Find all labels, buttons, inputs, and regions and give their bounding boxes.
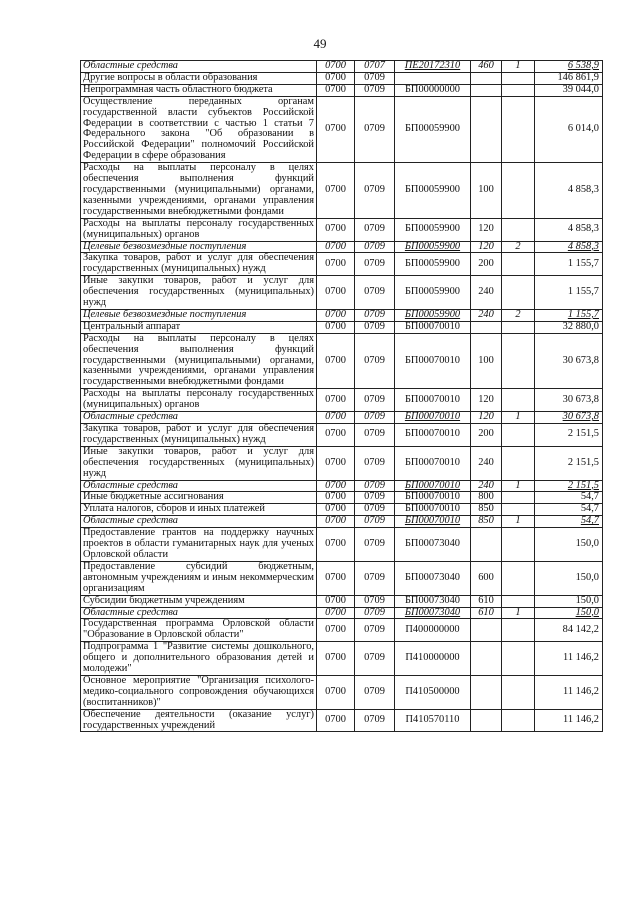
cell-target-item: БП00070010 [395, 480, 471, 492]
table-row [81, 218, 603, 241]
cell-funding-source [502, 528, 535, 562]
cell-subsection: 0709 [355, 504, 395, 516]
cell-amount: 11 146,2 [535, 709, 603, 732]
cell-expense-type [471, 709, 502, 732]
table-row [81, 446, 603, 480]
cell-amount: 150,0 [535, 595, 603, 607]
cell-expense-type: 610 [471, 607, 502, 619]
table-row [81, 528, 603, 562]
cell-funding-source: 1 [502, 516, 535, 528]
cell-section: 0700 [317, 96, 355, 162]
cell-amount: 150,0 [535, 561, 603, 595]
cell-expense-type: 460 [471, 61, 502, 73]
table-row [81, 276, 603, 310]
cell-subsection: 0709 [355, 561, 395, 595]
cell-name: Осуществление переданных органам государственной власти субъектов Российской Федерации в соответствии с частью 1 статьи 7 Федерального закона "Об образовании в Российской Федерации" полномочий Российской Федерации в сфере образования [81, 96, 317, 162]
table-row [81, 561, 603, 595]
cell-amount: 4 858,3 [535, 218, 603, 241]
cell-subsection: 0709 [355, 642, 395, 676]
cell-subsection: 0709 [355, 675, 395, 709]
cell-funding-source: 1 [502, 480, 535, 492]
cell-subsection: 0709 [355, 412, 395, 424]
cell-target-item: БП00000000 [395, 84, 471, 96]
cell-amount: 4 858,3 [535, 241, 603, 253]
cell-name: Областные средства [81, 412, 317, 424]
cell-name: Областные средства [81, 607, 317, 619]
cell-section: 0700 [317, 480, 355, 492]
cell-amount: 54,7 [535, 504, 603, 516]
table-row [81, 241, 603, 253]
cell-section: 0700 [317, 619, 355, 642]
cell-target-item: БП00070010 [395, 424, 471, 447]
cell-name: Иные закупки товаров, работ и услуг для обеспечения государственных (муниципальных) нужд [81, 446, 317, 480]
cell-subsection: 0709 [355, 492, 395, 504]
cell-funding-source [502, 642, 535, 676]
cell-amount: 1 155,7 [535, 276, 603, 310]
cell-amount: 30 673,8 [535, 412, 603, 424]
cell-target-item: П410500000 [395, 675, 471, 709]
cell-funding-source [502, 72, 535, 84]
cell-target-item: П410000000 [395, 642, 471, 676]
cell-amount: 54,7 [535, 492, 603, 504]
cell-target-item: БП00070010 [395, 412, 471, 424]
cell-target-item: БП00059900 [395, 218, 471, 241]
cell-section: 0700 [317, 72, 355, 84]
cell-expense-type: 120 [471, 241, 502, 253]
cell-expense-type: 240 [471, 309, 502, 321]
cell-amount: 30 673,8 [535, 389, 603, 412]
cell-section: 0700 [317, 424, 355, 447]
cell-amount: 32 880,0 [535, 321, 603, 333]
cell-section: 0700 [317, 276, 355, 310]
cell-target-item: БП00059900 [395, 309, 471, 321]
cell-subsection: 0709 [355, 709, 395, 732]
cell-subsection: 0709 [355, 309, 395, 321]
cell-funding-source [502, 504, 535, 516]
cell-name: Расходы на выплаты персоналу в целях обеспечения выполнения функций государственными (муниципальными) органами, казенными учреждениями, органами управления государственными внебюджетными фондами [81, 163, 317, 219]
cell-funding-source [502, 709, 535, 732]
cell-expense-type [471, 528, 502, 562]
cell-section: 0700 [317, 309, 355, 321]
table-row [81, 480, 603, 492]
table-row [81, 675, 603, 709]
cell-section: 0700 [317, 504, 355, 516]
table-row [81, 321, 603, 333]
cell-amount: 84 142,2 [535, 619, 603, 642]
cell-expense-type [471, 96, 502, 162]
cell-amount: 150,0 [535, 528, 603, 562]
cell-amount: 2 151,5 [535, 446, 603, 480]
table-row [81, 253, 603, 276]
cell-target-item: БП00059900 [395, 241, 471, 253]
cell-section: 0700 [317, 492, 355, 504]
cell-subsection: 0709 [355, 516, 395, 528]
cell-name: Целевые безвозмездные поступления [81, 309, 317, 321]
cell-section: 0700 [317, 607, 355, 619]
cell-funding-source: 2 [502, 241, 535, 253]
cell-target-item: БП00073040 [395, 607, 471, 619]
cell-name: Предоставление субсидий бюджетным, автономным учреждениям и иным некоммерческим организациям [81, 561, 317, 595]
cell-funding-source [502, 163, 535, 219]
cell-target-item: БП00059900 [395, 163, 471, 219]
cell-target-item: БП00070010 [395, 492, 471, 504]
cell-subsection: 0709 [355, 446, 395, 480]
cell-amount: 1 155,7 [535, 309, 603, 321]
cell-amount: 54,7 [535, 516, 603, 528]
cell-expense-type: 240 [471, 446, 502, 480]
cell-subsection: 0707 [355, 61, 395, 73]
table-row [81, 504, 603, 516]
cell-funding-source [502, 276, 535, 310]
cell-subsection: 0709 [355, 96, 395, 162]
cell-funding-source [502, 321, 535, 333]
cell-funding-source [502, 619, 535, 642]
cell-name: Расходы на выплаты персоналу в целях обеспечения выполнения функций государственными (муниципальными) органами, казенными учреждениями, органами управления государственными внебюджетными фондами [81, 333, 317, 389]
cell-funding-source: 2 [502, 309, 535, 321]
cell-expense-type: 240 [471, 480, 502, 492]
cell-name: Областные средства [81, 61, 317, 73]
cell-target-item [395, 72, 471, 84]
cell-amount: 11 146,2 [535, 642, 603, 676]
cell-subsection: 0709 [355, 480, 395, 492]
table-row [81, 96, 603, 162]
cell-expense-type [471, 84, 502, 96]
cell-funding-source [502, 333, 535, 389]
cell-name: Областные средства [81, 480, 317, 492]
table-row [81, 84, 603, 96]
cell-funding-source [502, 595, 535, 607]
page-number: 49 [313, 36, 327, 51]
cell-name: Иные бюджетные ассигнования [81, 492, 317, 504]
cell-target-item: БП00070010 [395, 446, 471, 480]
cell-section: 0700 [317, 412, 355, 424]
cell-subsection: 0709 [355, 607, 395, 619]
cell-target-item: ПЕ20172310 [395, 61, 471, 73]
cell-subsection: 0709 [355, 72, 395, 84]
cell-funding-source [502, 389, 535, 412]
cell-subsection: 0709 [355, 424, 395, 447]
cell-subsection: 0709 [355, 253, 395, 276]
cell-funding-source: 1 [502, 61, 535, 73]
cell-funding-source [502, 492, 535, 504]
table-row [81, 72, 603, 84]
table-row [81, 412, 603, 424]
cell-section: 0700 [317, 389, 355, 412]
cell-name: Подпрограмма 1 "Развитие системы дошкольного, общего и дополнительного образования детей и молодежи" [81, 642, 317, 676]
cell-expense-type: 100 [471, 333, 502, 389]
cell-expense-type: 200 [471, 424, 502, 447]
cell-target-item: БП00070010 [395, 504, 471, 516]
table-row [81, 595, 603, 607]
cell-name: Областные средства [81, 516, 317, 528]
cell-amount: 2 151,5 [535, 480, 603, 492]
cell-section: 0700 [317, 516, 355, 528]
cell-section: 0700 [317, 84, 355, 96]
budget-table-body [81, 61, 603, 732]
cell-section: 0700 [317, 253, 355, 276]
cell-funding-source [502, 84, 535, 96]
cell-section: 0700 [317, 321, 355, 333]
cell-expense-type: 850 [471, 504, 502, 516]
cell-section: 0700 [317, 675, 355, 709]
cell-expense-type: 120 [471, 412, 502, 424]
cell-section: 0700 [317, 642, 355, 676]
cell-name: Закупка товаров, работ и услуг для обеспечения государственных (муниципальных) нужд [81, 424, 317, 447]
budget-table [80, 60, 603, 732]
table-row [81, 709, 603, 732]
cell-funding-source [502, 561, 535, 595]
table-row [81, 61, 603, 73]
cell-name: Расходы на выплаты персоналу государственных (муниципальных) органов [81, 218, 317, 241]
cell-section: 0700 [317, 709, 355, 732]
table-row [81, 163, 603, 219]
cell-expense-type [471, 619, 502, 642]
cell-name: Предоставление грантов на поддержку научных проектов в области гуманитарных наук для ученых Орловской области [81, 528, 317, 562]
cell-expense-type: 200 [471, 253, 502, 276]
cell-subsection: 0709 [355, 163, 395, 219]
cell-section: 0700 [317, 595, 355, 607]
table-row [81, 333, 603, 389]
cell-amount: 1 155,7 [535, 253, 603, 276]
cell-target-item: БП00059900 [395, 96, 471, 162]
cell-expense-type: 100 [471, 163, 502, 219]
cell-name: Целевые безвозмездные поступления [81, 241, 317, 253]
cell-subsection: 0709 [355, 528, 395, 562]
cell-section: 0700 [317, 241, 355, 253]
cell-name: Основное мероприятие "Организация психолого-медико-социального сопровождения обучающихся (воспитанников)" [81, 675, 317, 709]
cell-name: Закупка товаров, работ и услуг для обеспечения государственных (муниципальных) нужд [81, 253, 317, 276]
table-row [81, 642, 603, 676]
cell-target-item: БП00059900 [395, 253, 471, 276]
cell-subsection: 0709 [355, 241, 395, 253]
cell-name: Другие вопросы в области образования [81, 72, 317, 84]
table-row [81, 424, 603, 447]
cell-target-item: БП00070010 [395, 389, 471, 412]
cell-amount: 4 858,3 [535, 163, 603, 219]
cell-subsection: 0709 [355, 619, 395, 642]
cell-expense-type: 120 [471, 389, 502, 412]
cell-expense-type [471, 675, 502, 709]
cell-funding-source [502, 253, 535, 276]
cell-funding-source: 1 [502, 412, 535, 424]
cell-target-item: П400000000 [395, 619, 471, 642]
cell-expense-type: 240 [471, 276, 502, 310]
cell-expense-type [471, 321, 502, 333]
cell-name: Центральный аппарат [81, 321, 317, 333]
cell-name: Обеспечение деятельности (оказание услуг) государственных учреждений [81, 709, 317, 732]
table-row [81, 389, 603, 412]
table-row [81, 492, 603, 504]
cell-amount: 150,0 [535, 607, 603, 619]
cell-target-item: БП00070010 [395, 321, 471, 333]
cell-expense-type: 600 [471, 561, 502, 595]
cell-amount: 6 538,9 [535, 61, 603, 73]
cell-funding-source [502, 446, 535, 480]
cell-target-item: П410570110 [395, 709, 471, 732]
cell-subsection: 0709 [355, 276, 395, 310]
cell-section: 0700 [317, 61, 355, 73]
table-row [81, 619, 603, 642]
cell-target-item: БП00059900 [395, 276, 471, 310]
cell-section: 0700 [317, 163, 355, 219]
cell-name: Расходы на выплаты персоналу государственных (муниципальных) органов [81, 389, 317, 412]
table-row [81, 516, 603, 528]
cell-section: 0700 [317, 333, 355, 389]
cell-section: 0700 [317, 561, 355, 595]
cell-funding-source [502, 424, 535, 447]
cell-amount: 6 014,0 [535, 96, 603, 162]
cell-funding-source [502, 218, 535, 241]
cell-amount: 11 146,2 [535, 675, 603, 709]
cell-section: 0700 [317, 528, 355, 562]
cell-target-item: БП00073040 [395, 561, 471, 595]
cell-section: 0700 [317, 446, 355, 480]
cell-expense-type: 850 [471, 516, 502, 528]
cell-amount: 2 151,5 [535, 424, 603, 447]
cell-name: Уплата налогов, сборов и иных платежей [81, 504, 317, 516]
cell-name: Непрограммная часть областного бюджета [81, 84, 317, 96]
cell-funding-source [502, 96, 535, 162]
table-row [81, 309, 603, 321]
cell-name: Субсидии бюджетным учреждениям [81, 595, 317, 607]
cell-expense-type: 120 [471, 218, 502, 241]
cell-name: Государственная программа Орловской области "Образование в Орловской области" [81, 619, 317, 642]
cell-section: 0700 [317, 218, 355, 241]
cell-amount: 30 673,8 [535, 333, 603, 389]
cell-amount: 146 861,9 [535, 72, 603, 84]
cell-subsection: 0709 [355, 389, 395, 412]
cell-target-item: БП00070010 [395, 333, 471, 389]
cell-name: Иные закупки товаров, работ и услуг для обеспечения государственных (муниципальных) нужд [81, 276, 317, 310]
cell-subsection: 0709 [355, 218, 395, 241]
cell-subsection: 0709 [355, 321, 395, 333]
cell-expense-type [471, 642, 502, 676]
cell-expense-type: 610 [471, 595, 502, 607]
cell-target-item: БП00070010 [395, 516, 471, 528]
cell-subsection: 0709 [355, 595, 395, 607]
table-row [81, 607, 603, 619]
cell-expense-type: 800 [471, 492, 502, 504]
cell-funding-source: 1 [502, 607, 535, 619]
cell-expense-type [471, 72, 502, 84]
cell-subsection: 0709 [355, 84, 395, 96]
cell-subsection: 0709 [355, 333, 395, 389]
cell-target-item: БП00073040 [395, 595, 471, 607]
cell-funding-source [502, 675, 535, 709]
cell-target-item: БП00073040 [395, 528, 471, 562]
cell-amount: 39 044,0 [535, 84, 603, 96]
